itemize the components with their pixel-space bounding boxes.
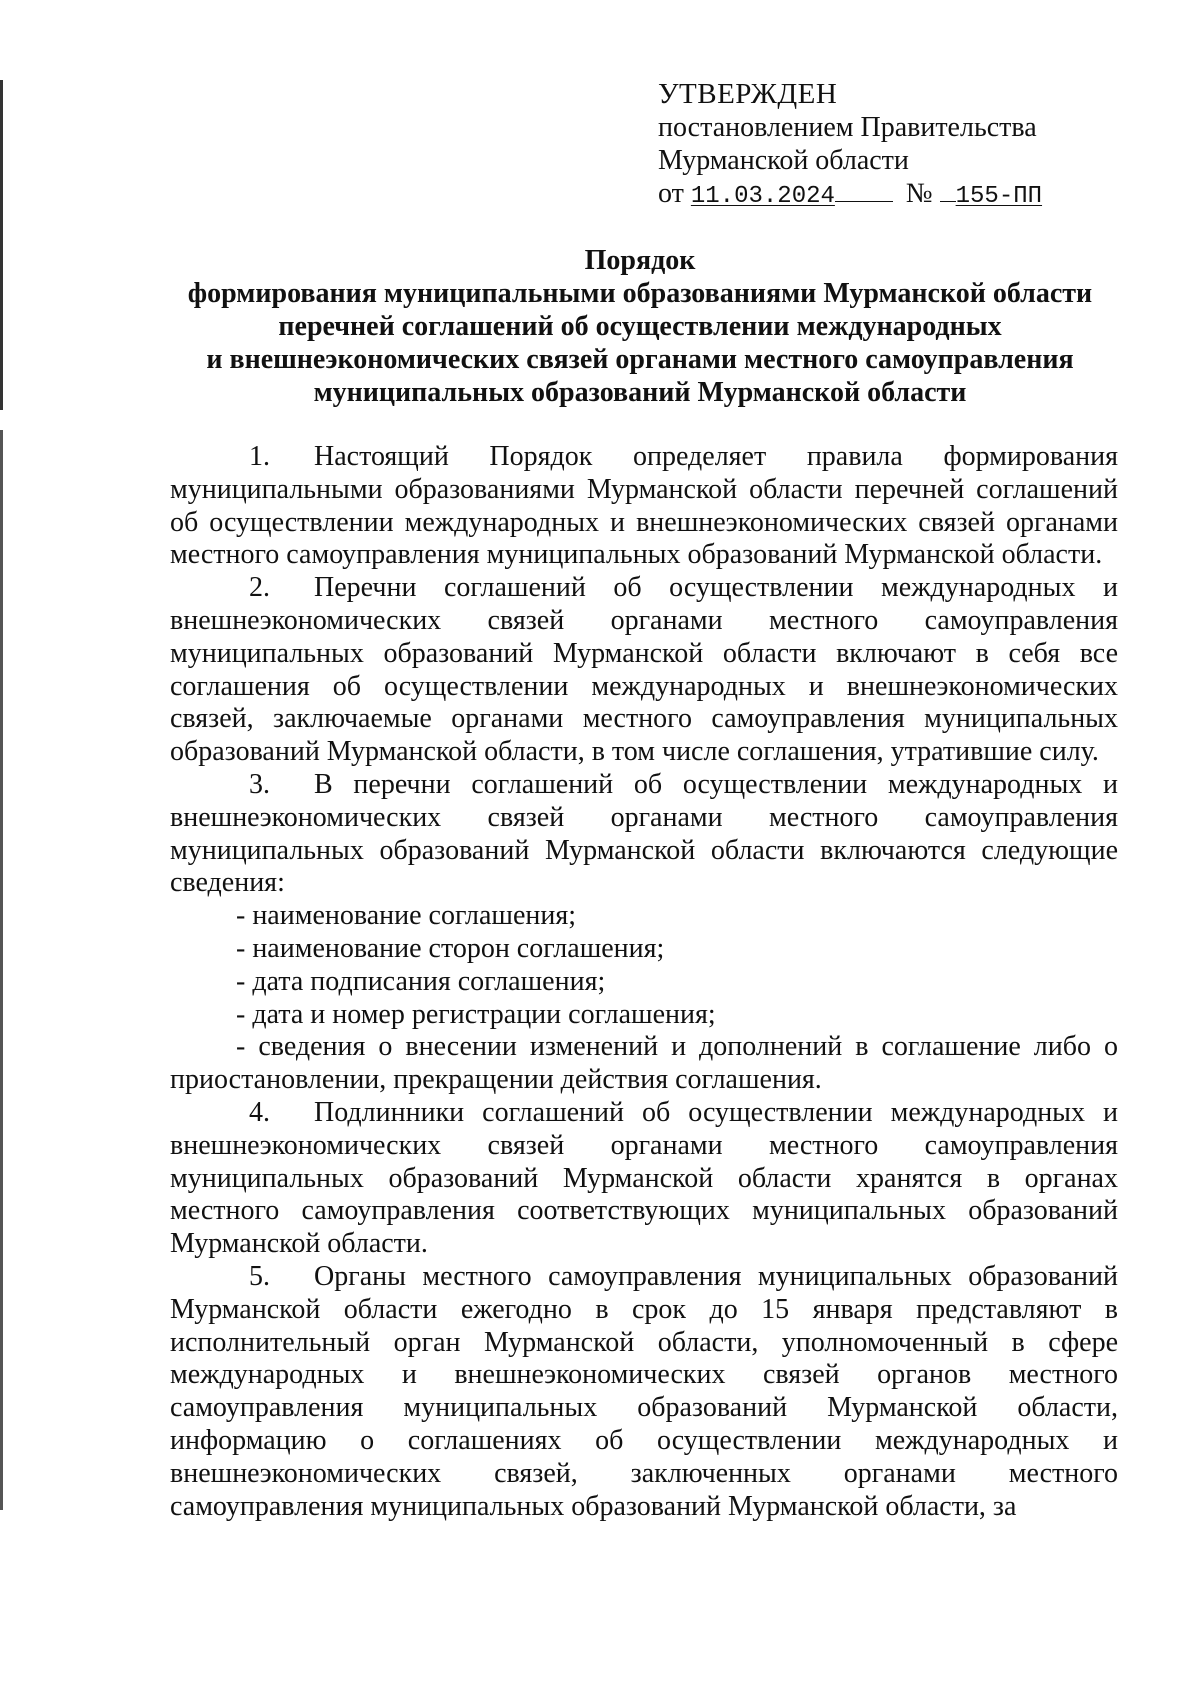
heading-line: муниципальных образований Мурманской области xyxy=(313,377,967,408)
paragraph-4 xyxy=(170,1097,1118,1261)
paragraph-text: Перечни соглашений об осуществлении международных и внешнеэкономических связей органами местного самоуправления муниципальных образований Мурманской области включают в себя все соглашения об осуществлении международных и внешнеэкономических связей, заключаемые органами местного самоуправления муниципальных образований Мурманской области, в том числе соглашения, утратившие силу. xyxy=(170,572,1118,768)
approval-stamp-block xyxy=(658,78,1042,213)
list-item: - сведения о внесении изменений и дополнений в соглашение либо о приостановлении, прекращении действия соглашения. xyxy=(170,1031,1118,1096)
paragraph-number: 1. xyxy=(249,441,270,472)
list-item: - дата подписания соглашения; xyxy=(236,965,606,997)
document-heading xyxy=(160,244,1120,409)
number-prefix: № xyxy=(905,178,933,209)
document-body xyxy=(170,441,1118,1523)
paragraph-number: 4. xyxy=(249,1096,270,1128)
scan-edge-mark xyxy=(0,430,3,1510)
heading-title: Порядок xyxy=(584,245,696,276)
approval-number: 155-ПП xyxy=(955,183,1043,210)
approval-line: постановлением Правительства xyxy=(658,112,1037,143)
list-item: - дата и номер регистрации соглашения; xyxy=(236,998,716,1030)
approval-date-line xyxy=(658,177,1042,213)
underline-filler xyxy=(940,200,956,202)
paragraph-number: 3. xyxy=(249,768,270,800)
paragraph-2 xyxy=(170,572,1118,769)
paragraph-number: 2. xyxy=(249,572,270,604)
list-item: - наименование сторон соглашения; xyxy=(236,932,665,964)
paragraph-number: 5. xyxy=(249,1260,270,1292)
paragraph-text: В перечни соглашений об осуществлении международных и внешнеэкономических связей органами местного самоуправления муниципальных образований Мурманской области включаются следующие сведения: xyxy=(170,768,1118,899)
date-prefix: от xyxy=(658,178,684,209)
heading-line: формирования муниципальными образованиями Мурманской области xyxy=(187,278,1093,309)
approval-title: УТВЕРЖДЕН xyxy=(658,78,838,110)
paragraph-5 xyxy=(170,1261,1118,1523)
paragraph-text: Подлинники соглашений об осуществлении международных и внешнеэкономических связей органами местного самоуправления муниципальных образований Мурманской области хранятся в органах местного самоуправления соответствующих муниципальных образований Мурманской области. xyxy=(170,1096,1118,1260)
heading-line: перечней соглашений об осуществлении международных xyxy=(278,311,1002,342)
approval-date: 11.03.2024 xyxy=(690,183,835,210)
approval-line: Мурманской области xyxy=(658,145,909,176)
scan-edge-mark xyxy=(0,80,3,410)
underline-filler xyxy=(835,200,893,202)
paragraph-1 xyxy=(170,441,1118,572)
paragraph-3 xyxy=(170,769,1118,900)
paragraph-text: Органы местного самоуправления муниципальных образований Мурманской области ежегодно в срок до 15 января представляют в исполнительный орган Мурманской области, уполномоченный в сфере международных и внешнеэкономических связей органов местного самоуправления муниципальных образований Мурманской области, информацию о соглашениях об осуществлении международных и внешнеэкономических связей, заключенных органами местного самоуправления муниципальных образований Мурманской области, за xyxy=(170,1260,1118,1522)
heading-line: и внешнеэкономических связей органами местного самоуправления xyxy=(206,344,1074,375)
list-item: - наименование соглашения; xyxy=(236,900,577,932)
paragraph-text: Настоящий Порядок определяет правила формирования муниципальными образованиями Мурманской области перечней соглашений об осуществлении международных и внешнеэкономических связей органами местного самоуправления муниципальных образований Мурманской области. xyxy=(170,441,1118,571)
